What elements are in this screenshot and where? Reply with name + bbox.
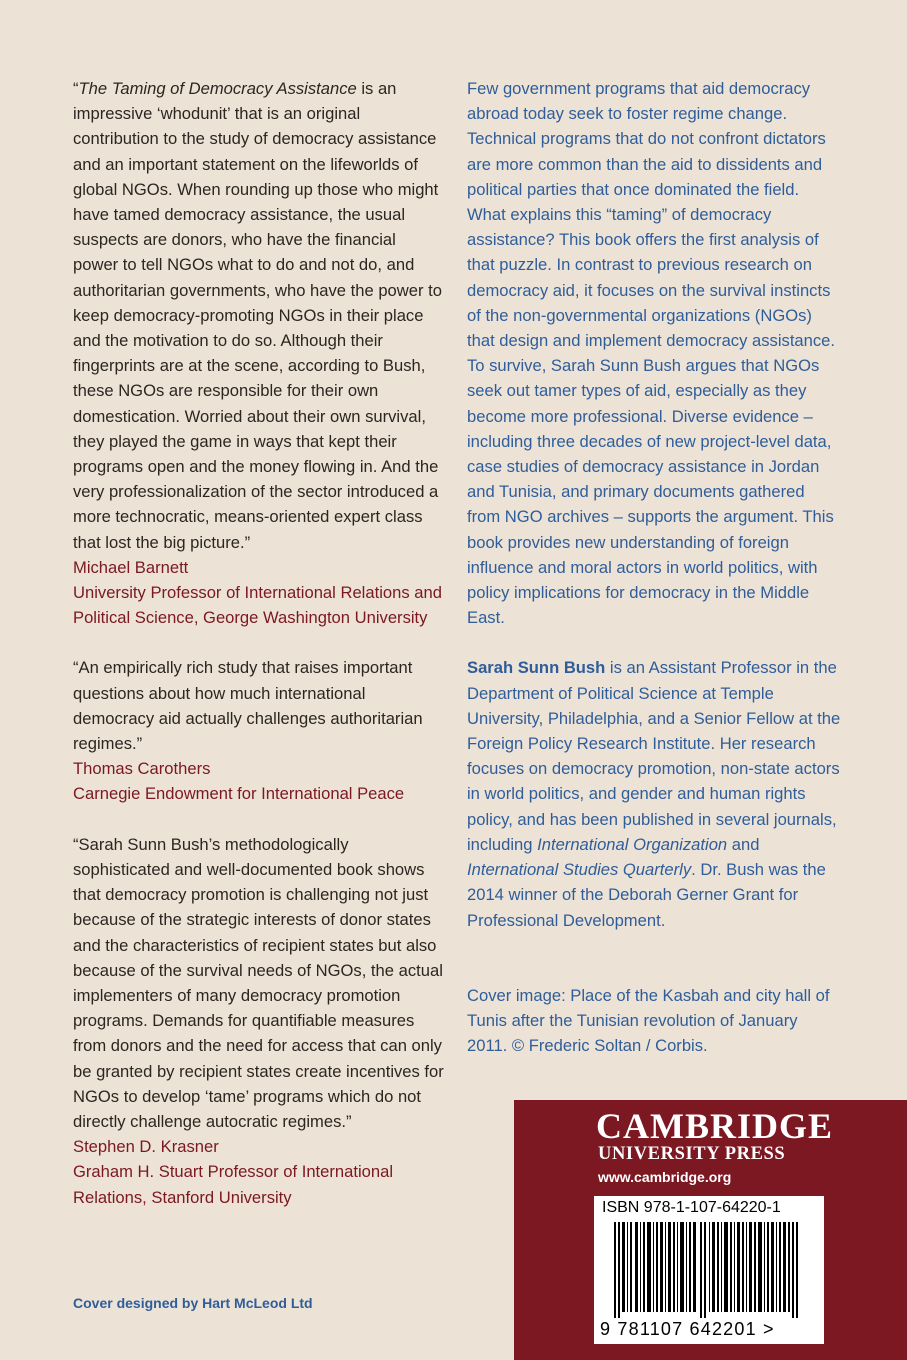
cover-image-credit: Cover image: Place of the Kasbah and city hall of Tunis after the Tunisian revolution of January 2011. © Frederic Soltan / Corbis. <box>467 985 830 1056</box>
endorsement-krasner <box>73 832 445 1210</box>
endorser-affiliation: Graham H. Stuart Professor of International Relations, Stanford University <box>73 1162 394 1207</box>
author-bio: Sarah Sunn Bush is an Assistant Professor in the Department of Political Science at Temple University, Philadelphia, and a Senior Fellow at the Foreign Policy Research Institute. Her research focuses on democracy promotion, non-state actors in world politics, and gender and human rights policy, and has been published in several journals, including International Organization and International Studies Quarterly. Dr. Bush was the 2014 winner of the Deborah Gerner Grant for Professional Development. <box>467 658 841 930</box>
endorsement-text: “An empirically rich study that raises important questions about how much international democracy aid actually challenges authoritarian regimes.” <box>73 658 423 754</box>
endorser-name: Michael Barnett <box>73 557 189 577</box>
publisher-url: www.cambridge.org <box>598 1169 732 1185</box>
book-description: Few government programs that aid democracy abroad today seek to foster regime change. Technical programs that do not confront dictators are more common than the aid to dissidents and political parties that once dominated the field. What explains this “taming” of democracy assistance? This book offers the first analysis of that puzzle. In contrast to previous research on democracy aid, it focuses on the survival instincts of the non-governmental organizations (NGOs) that design and implement democracy assistance. To survive, Sarah Sunn Bush argues that NGOs seek out tamer types of aid, especially as they become more professional. Diverse evidence – including three decades of new project-level data, case studies of democracy assistance in Jordan and Tunisia, and primary documents gathered from NGO archives – supports the argument. This book provides new understanding of foreign influence and moral actors in world politics, with policy implications for democracy in the Middle East. <box>467 79 836 628</box>
barcode-icon <box>614 1222 806 1318</box>
endorsement-text: “The Taming of Democracy Assistance is an impressive ‘whodunit’ that is an original contribution to the study of democracy assistance and an important statement on the lifeworlds of global NGOs. When rounding up those who might have tamed democracy assistance, the usual suspects are donors, who have the financial power to tell NGOs what to do and not do, and authoritarian governments, who have the power to keep democracy-promoting NGOs in their place and the motivation to do so. Although their fingerprints are at the scene, according to Bush, these NGOs are responsible for their own domestication. Worried about their own survival, they played the game in ways that kept their programs open and the money flowing in. And the very professionalization of the sector introduced a more technocratic, means-oriented expert class that lost the big picture.” <box>73 79 442 552</box>
endorser-name: Stephen D. Krasner <box>73 1137 219 1157</box>
publisher-box <box>514 1100 907 1360</box>
endorser-affiliation: Carnegie Endowment for International Peace <box>73 784 405 804</box>
cover-designer-credit: Cover designed by Hart McLeod Ltd <box>73 1295 313 1311</box>
publisher-name: CAMBRIDGE <box>596 1106 834 1146</box>
publisher-press: UNIVERSITY PRESS <box>598 1144 786 1164</box>
endorsement-carothers <box>73 655 445 806</box>
barcode-label <box>594 1196 824 1344</box>
journal-name: International Studies Quarterly <box>467 860 692 880</box>
isbn-number: ISBN 978-1-107-64220-1 <box>602 1199 781 1216</box>
endorser-name: Thomas Carothers <box>73 759 211 779</box>
book-title-italic: The Taming of Democracy Assistance <box>78 79 357 98</box>
barcode-digits: 9 781107 642201 > <box>600 1319 775 1339</box>
endorsement-text: “Sarah Sunn Bush’s methodologically sophisticated and well-documented book shows that democracy promotion is challenging not just because of the strategic interests of donor states and the characteristics of recipient states but also because of the survival needs of NGOs, the actual implementers of many democracy promotion programs. Demands for quantifiable measures from donors and the need for access that can only be granted by recipient states create incentives for NGOs to develop ‘tame’ programs which do not directly challenge autocratic regimes.” <box>73 834 444 1131</box>
author-name: Sarah Sunn Bush <box>467 658 606 678</box>
journal-name: International Organization <box>537 834 728 854</box>
description-column <box>467 76 842 1058</box>
endorser-affiliation: University Professor of International Relations and Political Science, George Washington University <box>73 583 442 628</box>
endorsement-barnett <box>73 76 445 630</box>
endorsements-column <box>73 76 445 1235</box>
